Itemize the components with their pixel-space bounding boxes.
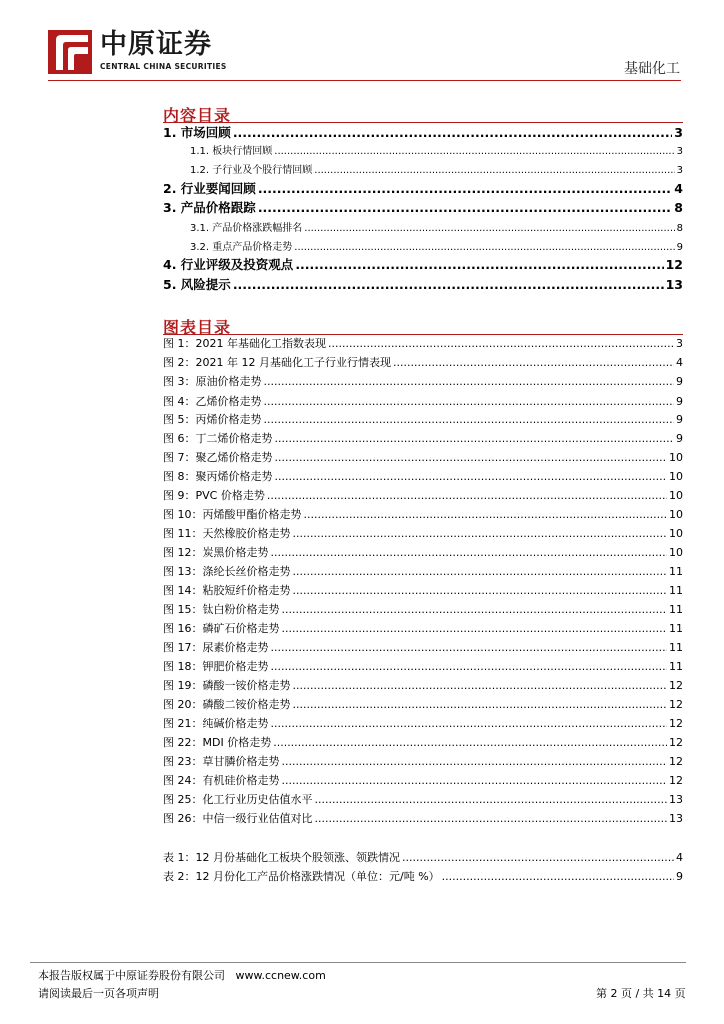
figure-entry-page: 10 — [669, 546, 683, 559]
logo-english-name: CENTRAL CHINA SECURITIES — [100, 62, 227, 71]
figure-entry-page: 10 — [669, 489, 683, 502]
figure-entry-page: 10 — [669, 451, 683, 464]
figure-entry[interactable] — [163, 374, 683, 390]
table-entry-label: 表 1：12 月份基础化工板块个股领涨、领跌情况 — [163, 851, 400, 864]
figure-entry[interactable] — [163, 640, 683, 656]
figure-entry-label: 图 18：钾肥价格走势 — [163, 660, 269, 673]
figure-entry-page: 10 — [669, 508, 683, 521]
toc-entry[interactable] — [190, 241, 683, 255]
figure-entry[interactable] — [163, 678, 683, 694]
toc-entry[interactable] — [163, 124, 683, 142]
figure-entry-page: 10 — [669, 470, 683, 483]
figure-entry-label: 图 20：磷酸二铵价格走势 — [163, 698, 291, 711]
figure-entry-label: 图 14：粘胶短纤价格走势 — [163, 584, 291, 597]
footer-copyright — [38, 967, 326, 983]
table-entry-label: 表 2：12 月份化工产品价格涨跌情况（单位：元/吨 %） — [163, 870, 440, 883]
report-category: 基础化工 — [624, 61, 680, 77]
figure-entry[interactable] — [163, 716, 683, 732]
figure-entry-label: 图 1：2021 年基础化工指数表现 — [163, 337, 326, 350]
figure-entry-page: 3 — [676, 337, 683, 350]
figure-entry[interactable] — [163, 336, 683, 352]
toc-entry-page: 8 — [674, 200, 683, 215]
table-entry[interactable] — [163, 869, 683, 885]
table-entry-page: 9 — [676, 870, 683, 883]
toc-title-underline — [163, 122, 683, 123]
figure-entry-label: 图 19：磷酸一铵价格走势 — [163, 679, 291, 692]
figure-entry-page: 12 — [669, 774, 683, 787]
figure-entry[interactable] — [163, 394, 683, 410]
figure-entry-page: 13 — [669, 793, 683, 806]
figure-entry-label: 图 17：尿素价格走势 — [163, 641, 269, 654]
company-logo-icon — [48, 30, 92, 74]
figure-entry-page: 11 — [669, 660, 683, 673]
figures-title-underline — [163, 334, 683, 335]
table-entry-page: 4 — [676, 851, 683, 864]
figure-entry-page: 12 — [669, 755, 683, 768]
toc-entry[interactable] — [163, 276, 683, 294]
header-divider — [48, 80, 681, 81]
figure-entry-page: 9 — [676, 395, 683, 408]
figure-entry[interactable] — [163, 697, 683, 713]
figure-entry-label: 图 9：PVC 价格走势 — [163, 489, 265, 502]
toc-entry-page: 3 — [674, 125, 683, 140]
figure-entry-page: 11 — [669, 603, 683, 616]
figure-entry-label: 图 13：涤纶长丝价格走势 — [163, 565, 291, 578]
footer-disclaimer: 请阅读最后一页各项声明 — [38, 987, 159, 1000]
figure-entry-label: 图 21：纯碱价格走势 — [163, 717, 269, 730]
figure-entry-page: 4 — [676, 356, 683, 369]
figure-entry-label: 图 16：磷矿石价格走势 — [163, 622, 280, 635]
figure-entry-label: 图 10：丙烯酸甲酯价格走势 — [163, 508, 302, 521]
figure-entry[interactable] — [163, 659, 683, 675]
figure-entry-label: 图 7：聚乙烯价格走势 — [163, 451, 273, 464]
figure-entry-label: 图 22：MDI 价格走势 — [163, 736, 272, 749]
figure-entry[interactable] — [163, 488, 683, 504]
figure-entry-page: 13 — [669, 812, 683, 825]
toc-entry[interactable] — [190, 164, 683, 178]
table-entry[interactable] — [163, 850, 683, 866]
figure-entry-page: 11 — [669, 641, 683, 654]
figure-entry[interactable] — [163, 355, 683, 371]
figure-entry[interactable] — [163, 583, 683, 599]
figure-entry-page: 11 — [669, 584, 683, 597]
figure-entry[interactable] — [163, 602, 683, 618]
figure-entry-page: 9 — [676, 375, 683, 388]
figure-entry-page: 12 — [669, 679, 683, 692]
figure-entry-label: 图 5：丙烯价格走势 — [163, 413, 262, 426]
figure-entry[interactable] — [163, 469, 683, 485]
toc-entry[interactable] — [190, 222, 683, 236]
toc-entry[interactable] — [190, 145, 683, 159]
figure-entry[interactable] — [163, 773, 683, 789]
figure-entry-page: 12 — [669, 698, 683, 711]
figure-entry[interactable] — [163, 412, 683, 428]
figure-entry-label: 图 23：草甘膦价格走势 — [163, 755, 280, 768]
figures-title: 图表目录 — [163, 318, 232, 337]
figure-entry-label: 图 25：化工行业历史估值水平 — [163, 793, 313, 806]
figure-entry-label: 图 24：有机硅价格走势 — [163, 774, 280, 787]
toc-entry-page: 3 — [676, 165, 683, 176]
toc-entry[interactable] — [163, 180, 683, 198]
toc-entry-label: 2. 行业要闻回顾 — [163, 181, 256, 196]
toc-entry-label: 1.2. 子行业及个股行情回顾 — [190, 165, 313, 176]
figure-entry-label: 图 12：炭黑价格走势 — [163, 546, 269, 559]
figure-entry-label: 图 6：丁二烯价格走势 — [163, 432, 273, 445]
toc-entry-label: 3.1. 产品价格涨跌幅排名 — [190, 223, 303, 234]
figure-entry[interactable] — [163, 564, 683, 580]
figure-entry-page: 9 — [676, 432, 683, 445]
toc-entry-label: 1.1. 板块行情回顾 — [190, 146, 273, 157]
toc-entry[interactable] — [163, 256, 683, 274]
figure-entry[interactable] — [163, 811, 683, 827]
toc-entry-page: 3 — [676, 146, 683, 157]
figure-entry[interactable] — [163, 735, 683, 751]
figure-entry-page: 12 — [669, 736, 683, 749]
figure-entry-label: 图 2：2021 年 12 月基础化工子行业行情表现 — [163, 356, 391, 369]
figure-entry[interactable] — [163, 450, 683, 466]
toc-entry-page: 4 — [674, 181, 683, 196]
figure-entry[interactable] — [163, 507, 683, 523]
figure-entry[interactable] — [163, 792, 683, 808]
figure-entry[interactable] — [163, 621, 683, 637]
figure-entry-label: 图 11：天然橡胶价格走势 — [163, 527, 291, 540]
toc-entry-page: 12 — [665, 257, 683, 272]
figure-entry-label: 图 15：钛白粉价格走势 — [163, 603, 280, 616]
toc-entry-label: 3. 产品价格跟踪 — [163, 200, 256, 215]
figure-entry-label: 图 4：乙烯价格走势 — [163, 395, 262, 408]
figure-entry[interactable] — [163, 431, 683, 447]
page-header — [0, 0, 724, 90]
figure-entry-page: 9 — [676, 413, 683, 426]
page-number: 第 2 页 / 共 14 页 — [596, 987, 686, 1000]
footer-divider — [30, 962, 686, 963]
figure-entry-label: 图 3：原油价格走势 — [163, 375, 262, 388]
website-link[interactable]: www.ccnew.com — [235, 969, 326, 982]
logo-chinese-name: 中原证券 — [100, 29, 212, 60]
toc-entry-label: 3.2. 重点产品价格走势 — [190, 242, 293, 253]
figure-entry[interactable] — [163, 754, 683, 770]
figure-entry-label: 图 8：聚丙烯价格走势 — [163, 470, 273, 483]
figure-entry-label: 图 26：中信一级行业估值对比 — [163, 812, 313, 825]
figure-entry-page: 10 — [669, 527, 683, 540]
toc-entry[interactable] — [163, 199, 683, 217]
figure-entry-page: 11 — [669, 622, 683, 635]
toc-entry-label: 1. 市场回顾 — [163, 125, 231, 140]
toc-entry-page: 9 — [676, 242, 683, 253]
figure-entry-page: 12 — [669, 717, 683, 730]
figure-entry-page: 11 — [669, 565, 683, 578]
toc-entry-page: 8 — [676, 223, 683, 234]
copyright-text: 本报告版权属于中原证券股份有限公司 — [38, 969, 225, 982]
toc-entry-page: 13 — [665, 277, 683, 292]
figure-entry[interactable] — [163, 545, 683, 561]
figure-entry[interactable] — [163, 526, 683, 542]
toc-entry-label: 4. 行业评级及投资观点 — [163, 257, 294, 272]
toc-title: 内容目录 — [163, 106, 232, 125]
toc-entry-label: 5. 风险提示 — [163, 277, 231, 292]
